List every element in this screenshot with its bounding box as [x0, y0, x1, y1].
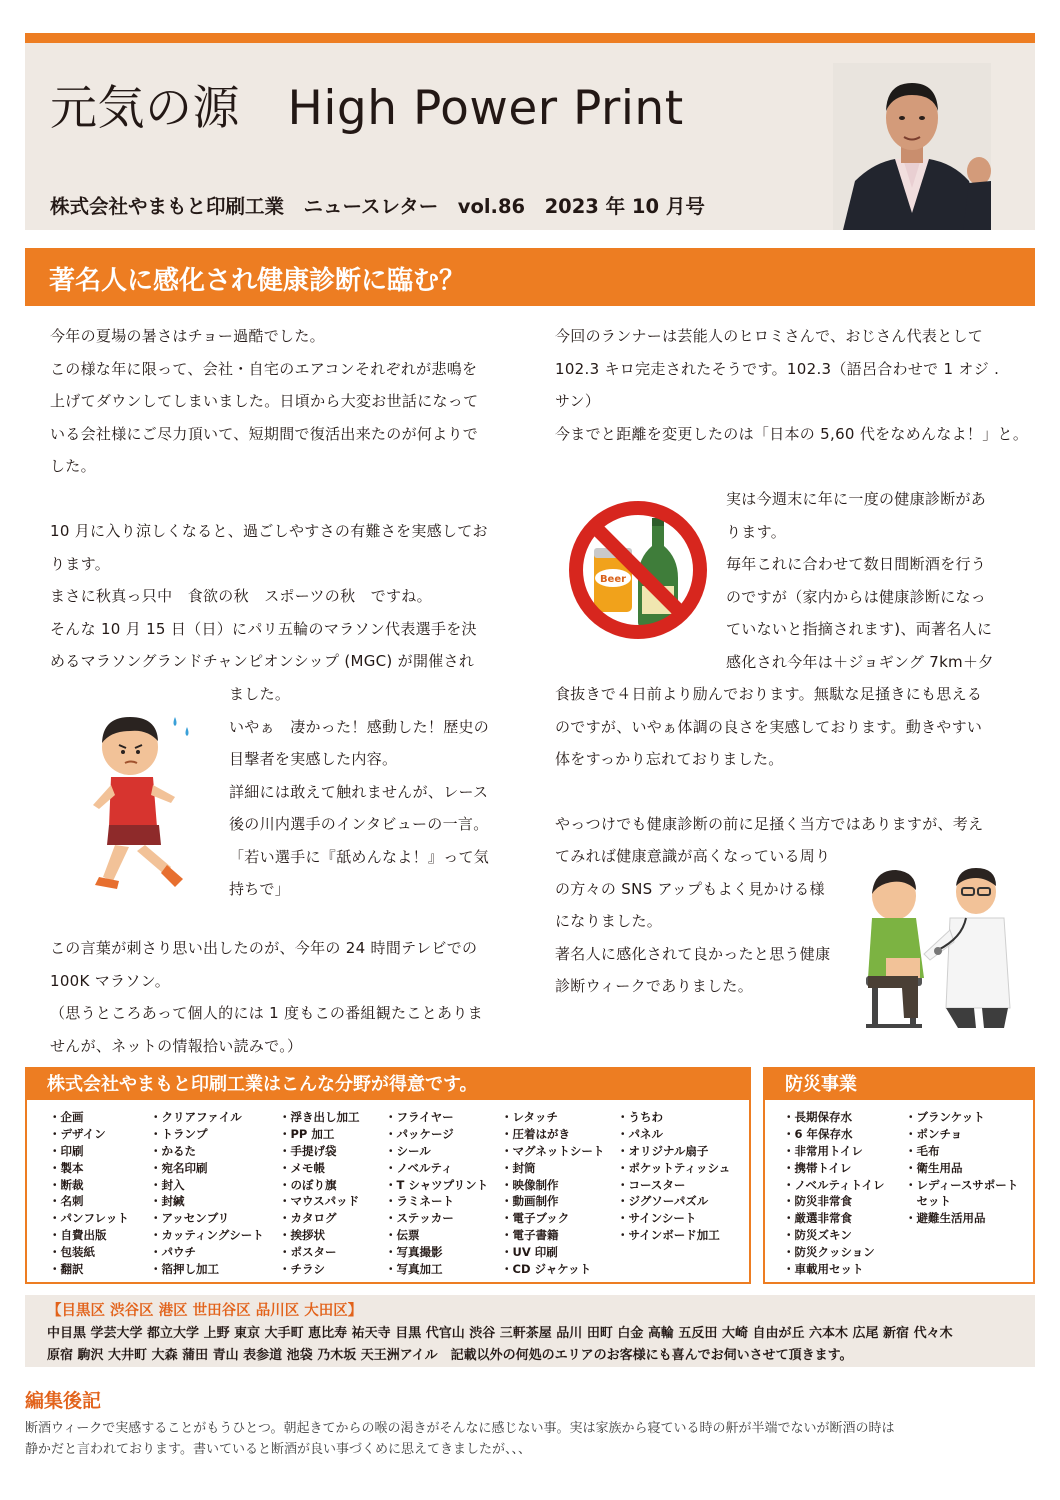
article-line: になりました。: [555, 912, 663, 930]
disaster-column: [783, 1109, 885, 1278]
article-line: のですが（家内からは健康診断になっ: [726, 587, 987, 606]
article-line: （思うところあって個人的には 1 度もこの番組観たことありま: [50, 1004, 483, 1022]
service-item: ・CD ジャケット: [501, 1262, 592, 1277]
disaster-item: ・防災非常食: [783, 1194, 852, 1209]
service-item: ・レタッチ: [501, 1110, 559, 1124]
article-line: 今回のランナーは芸能人のヒロミさんで、おじさん代表として: [555, 327, 984, 345]
service-item: ・PP 加工: [279, 1126, 335, 1141]
service-item: ・チラシ: [279, 1262, 325, 1277]
services-title: 株式会社やまもと印刷工業はこんな分野が得意です。: [27, 1069, 749, 1100]
service-item: ・写真撮影: [385, 1245, 443, 1260]
afterword-line: 静かだと言われております。書いていると断酒が良い事づくめに思えてきましたが、、、: [25, 1442, 531, 1457]
headline-bar: [25, 248, 1035, 306]
disaster-item: ・避難生活用品: [905, 1211, 986, 1226]
article-line: サン）: [555, 392, 601, 410]
top-rule: [25, 33, 1035, 43]
newsletter-title: 元気の源 High Power Print: [50, 81, 684, 136]
article-line: 感化され今年は＋ジョギング 7km＋夕: [726, 652, 994, 671]
service-item: ・自費出版: [49, 1228, 107, 1243]
service-item: ・パンフレット: [49, 1211, 129, 1226]
disaster-item: ・レディースサポート: [905, 1177, 1019, 1192]
service-item: ・名刺: [49, 1194, 84, 1209]
runner-illustration: [75, 705, 200, 895]
disaster-item: ・6 年保存水: [783, 1126, 853, 1141]
service-item: ・コースター: [617, 1177, 686, 1192]
service-item: ・封筒: [501, 1160, 536, 1175]
article-right-wrap: [726, 483, 994, 678]
services-column: [49, 1109, 129, 1278]
article-left-wrap: [229, 678, 489, 906]
service-item: ・かるた: [150, 1143, 196, 1158]
disaster-item: ・ポンチョ: [905, 1126, 963, 1141]
service-item: ・ジグソーパズル: [617, 1194, 709, 1209]
service-item: ・パウチ: [150, 1245, 196, 1260]
article-line: 詳細には敢えて触れませんが、レース: [229, 782, 489, 801]
service-item: ・T シャツプリント: [385, 1177, 489, 1192]
service-areas-line: 中目黒 学芸大学 都立大学 上野 東京 大手町 恵比寿 祐天寺 目黒 代官山 渋谷 三軒茶屋 品川 田町 白金 高輪 五反田 大崎 自由が丘 六本木 広尾 新宿 代々木: [47, 1326, 953, 1341]
disaster-column: [905, 1109, 1018, 1227]
article-line: [50, 483, 488, 516]
service-item: ・圧着はがき: [501, 1126, 570, 1141]
disaster-title: 防災事業: [765, 1069, 1033, 1100]
service-item: ・封入: [150, 1177, 185, 1192]
article-line: やっつけでも健康診断の前に足掻く当方ではありますが、考え: [555, 815, 984, 833]
service-item: ・挨拶状: [279, 1228, 325, 1243]
article-line: 10 月に入り涼しくなると、過ごしやすさの有難さを実感してお: [50, 522, 488, 540]
service-item: ・メモ帳: [279, 1160, 325, 1175]
service-item: ・シール: [385, 1143, 431, 1158]
article-line: 目撃者を実感した内容。: [229, 750, 398, 768]
article-headline: 著名人に感化され健康診断に臨む？: [49, 266, 466, 296]
article-line: そんな 10 月 15 日（日）にパリ五輪のマラソン代表選手を決: [50, 619, 477, 638]
services-column: [501, 1109, 604, 1278]
service-item: ・サインシート: [617, 1211, 697, 1226]
service-item: ・写真加工: [385, 1262, 443, 1277]
service-item: ・包装紙: [49, 1245, 95, 1260]
article-line: 著名人に感化されて良かったと思う健康: [555, 944, 831, 963]
service-item: ・製本: [49, 1160, 84, 1175]
service-item: ・電子ブック: [501, 1211, 570, 1226]
service-item: ・うちわ: [617, 1110, 663, 1124]
article-line: 毎年これに合わせて数日間断酒を行う: [726, 555, 987, 573]
article-line: のですが、いやぁ体調の良さを実感しております。動きやすい: [555, 717, 983, 736]
service-item: ・トランプ: [150, 1126, 208, 1141]
service-item: ・ラミネート: [385, 1194, 454, 1209]
service-item: ・デザイン: [49, 1126, 106, 1141]
service-areas-heading: 【目黒区 渋谷区 港区 世田谷区 品川区 大田区】: [47, 1303, 363, 1319]
article-line: 体をすっかり忘れておりました。: [555, 750, 784, 768]
disaster-item: ・厳選非常食: [783, 1211, 852, 1226]
service-item: ・宛名印刷: [150, 1160, 208, 1175]
article-line: 後の川内選手のインタビューの一言。: [229, 815, 489, 833]
service-item: ・動画制作: [501, 1194, 559, 1209]
article-right-wrap2: [555, 840, 830, 1003]
service-item: ・電子書籍: [501, 1228, 559, 1243]
service-areas: [25, 1295, 1035, 1367]
service-item: ・箔押し加工: [150, 1262, 219, 1277]
article-line: 上げてダウンしてしまいました。日頃から大変お世話になって: [50, 392, 479, 410]
article-line: ります。: [50, 554, 111, 573]
disaster-item: ・ノベルティトイレ: [783, 1177, 885, 1192]
disaster-item: セット: [905, 1194, 951, 1209]
article-line: 実は今週末に年に一度の健康診断があ: [726, 490, 987, 508]
service-item: ・のぼり旗: [279, 1177, 337, 1192]
article-line: この様な年に限って、会社・自宅のエアコンそれぞれが悲鳴を: [50, 359, 478, 378]
article-line: いる会社様にご尽力頂いて、短期間で復活出来たのが何よりで: [50, 424, 479, 443]
article-line: ました。: [229, 685, 291, 703]
service-item: ・オリジナル扇子: [617, 1143, 709, 1158]
article-line: 診断ウィークでありました。: [555, 977, 754, 995]
article-line: 食抜きで４日前より励んでおります。無駄な足掻きにも思える: [555, 685, 983, 703]
article-line: まさに秋真っ只中 食欲の秋 スポーツの秋 ですね。: [50, 587, 432, 605]
article-right-top: [555, 320, 1028, 450]
disaster-item: ・ブランケット: [905, 1110, 985, 1124]
service-item: ・封緘: [150, 1194, 185, 1209]
service-item: ・翻訳: [49, 1262, 84, 1277]
services-column: [150, 1109, 264, 1278]
article-line: [555, 776, 983, 809]
service-item: ・パネル: [617, 1126, 663, 1141]
service-item: ・映像制作: [501, 1177, 559, 1192]
service-item: ・浮き出し加工: [279, 1110, 360, 1124]
article-line: いやぁ 凄かった！感動した！歴史の: [229, 717, 490, 736]
service-item: ・パッケージ: [385, 1126, 454, 1141]
article-line: ていないと指摘されます)、両著名人に: [726, 620, 993, 638]
disaster-item: ・防災ズキン: [783, 1228, 852, 1243]
article-line: 持ちで」: [229, 880, 291, 898]
services-box: [25, 1067, 751, 1284]
service-item: ・カッティングシート: [150, 1228, 264, 1243]
service-item: ・手提げ袋: [279, 1143, 337, 1158]
services-column: [617, 1109, 730, 1244]
service-item: ・印刷: [49, 1143, 84, 1158]
service-item: ・企画: [49, 1110, 84, 1124]
article-line: の方々の SNS アップもよく見かける様: [555, 879, 825, 898]
service-areas-line: 原宿 駒沢 大井町 大森 蒲田 青山 表参道 池袋 乃木坂 天王洲アイル 記載以外の何処のエリアのお客様にも喜んでお伺いさせて頂きます。: [47, 1348, 853, 1363]
author-photo: [833, 63, 991, 230]
service-item: ・伝票: [385, 1228, 420, 1243]
article-line: 今年の夏場の暑さはチョー過酷でした。: [50, 327, 325, 345]
disaster-box: [763, 1067, 1035, 1284]
service-item: ・アッセンブリ: [150, 1211, 230, 1226]
disaster-item: ・非常用トイレ: [783, 1143, 863, 1158]
article-line: した。: [50, 457, 96, 475]
disaster-item: ・衛生用品: [905, 1160, 963, 1175]
doctor-checkup-illustration: [858, 858, 1018, 1033]
service-item: ・UV 印刷: [501, 1245, 558, 1260]
service-item: ・ステッカー: [385, 1211, 454, 1226]
services-column: [279, 1109, 360, 1278]
service-item: ・カタログ: [279, 1211, 337, 1226]
no-alcohol-illustration: [566, 498, 710, 642]
disaster-item: ・長期保存水: [783, 1110, 852, 1124]
service-item: ・断裁: [49, 1177, 84, 1192]
service-item: ・ポスター: [279, 1245, 337, 1260]
article-line: 102.3 キロ完走されたそうです。102.3（語呂合わせで 1 オジ .: [555, 359, 1000, 378]
service-item: ・マグネットシート: [501, 1143, 605, 1158]
article-line: 「若い選手に『舐めんなよ！』って気: [229, 847, 490, 866]
article-left-bottom: [50, 932, 483, 1062]
service-item: ・ポケットティッシュ: [617, 1160, 731, 1175]
disaster-item: ・車載用セット: [783, 1262, 864, 1277]
service-item: ・フライヤー: [385, 1110, 454, 1124]
article-line: 今までと距離を変更したのは「日本の 5,60 代をなめんなよ！」と。: [555, 424, 1029, 443]
article-line: せんが、ネットの情報拾い読みで。）: [50, 1036, 303, 1055]
article-line: ります。: [726, 522, 787, 541]
service-item: ・サインボード加工: [617, 1228, 720, 1243]
article-left-top: [50, 320, 488, 678]
services-column: [385, 1109, 488, 1278]
article-line: てみれば健康意識が高くなっている周り: [555, 847, 831, 865]
newsletter-header: [25, 43, 1035, 230]
article-line: 100K マラソン。: [50, 971, 171, 990]
service-item: ・クリアファイル: [150, 1110, 242, 1124]
disaster-item: ・携帯トイレ: [783, 1160, 852, 1175]
beer-label: Beer: [599, 574, 627, 585]
service-item: ・ノベルティ: [385, 1160, 453, 1175]
afterword-line: 断酒ウィークで実感することがもうひとつ。朝起きてからの喉の渇きがそんなに感じない事。実は家族から寝ている時の鼾が半端でないが断酒の時は: [25, 1421, 895, 1436]
article-right-mid: [555, 678, 983, 841]
article-line: この言葉が刺さり思い出したのが、今年の 24 時間テレビでの: [50, 939, 478, 957]
newsletter-subtitle: 株式会社やまもと印刷工業 ニュースレター vol.86 2023 年 10 月号: [50, 195, 705, 218]
disaster-item: ・防災クッション: [783, 1245, 875, 1260]
service-item: ・マウスパッド: [279, 1194, 360, 1209]
disaster-item: ・毛布: [905, 1143, 940, 1158]
afterword-title: 編集後記: [25, 1390, 102, 1412]
article-line: めるマラソングランドチャンピオンシップ (MGC) が開催され: [50, 652, 475, 670]
